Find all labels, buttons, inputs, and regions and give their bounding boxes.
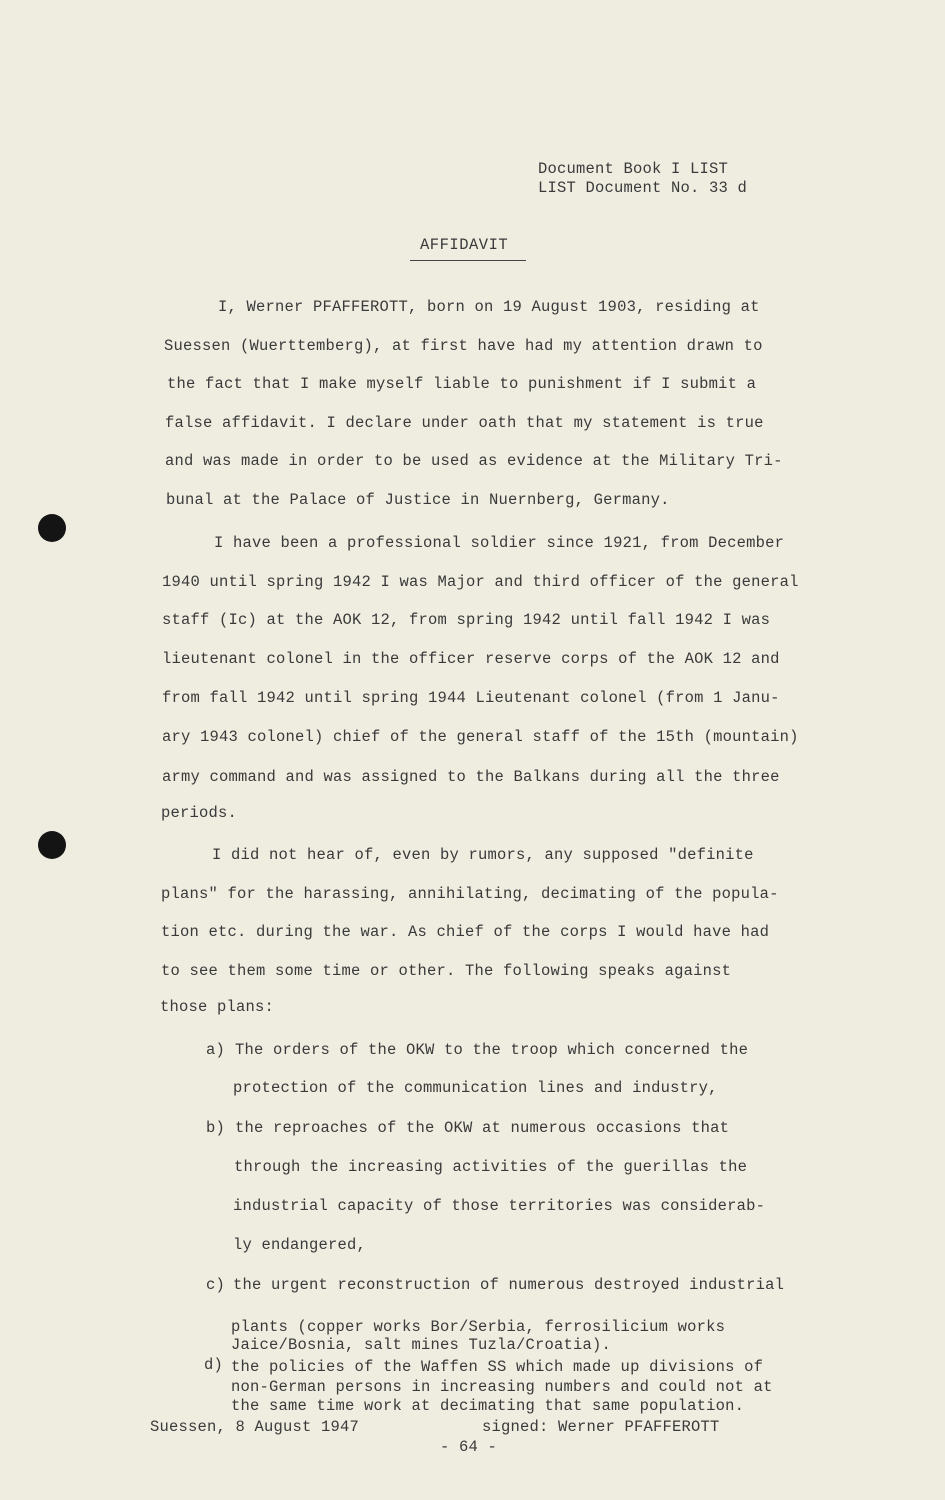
document-title: AFFIDAVIT [420,236,509,254]
list-c-line-3: Jaice/Bosnia, salt mines Tuzla/Croatia). [231,1336,612,1354]
list-d-line-2: non-German persons in increasing numbers and could not at [231,1378,773,1396]
list-b-line-1: the reproaches of the OKW at numerous occasions that [235,1119,730,1137]
list-d-line-3: the same time work at decimating that same population. [231,1397,745,1415]
paragraph-1-line-2: Suessen (Wuerttemberg), at first have had my attention drawn to [164,337,763,355]
paragraph-1-line-6: bunal at the Palace of Justice in Nuernberg, Germany. [166,491,670,509]
list-b-line-4: ly endangered, [233,1236,367,1254]
paragraph-2-line-8: periods. [161,804,238,822]
list-d-line-1: the policies of the Waffen SS which made up divisions of [231,1358,764,1376]
paragraph-2-line-7: army command and was assigned to the Balkans during all the three [162,768,780,786]
list-marker-c: c) [206,1276,226,1294]
list-marker-a: a) [206,1041,226,1059]
paragraph-1-line-1: I, Werner PFAFFEROTT, born on 19 August 1903, residing at [218,298,760,316]
paragraph-2-line-3: staff (Ic) at the AOK 12, from spring 1942 until fall 1942 I was [162,611,771,629]
title-underline [410,260,526,261]
paragraph-1-line-3: the fact that I make myself liable to punishment if I submit a [167,375,757,393]
list-b-line-2: through the increasing activities of the guerillas the [234,1158,748,1176]
paragraph-1-line-4: false affidavit. I declare under oath that my statement is true [165,414,764,432]
list-marker-d: d) [204,1356,224,1374]
paragraph-3-line-2: plans" for the harassing, annihilating, decimating of the popula- [161,885,779,903]
punch-hole-bottom [38,831,66,859]
header-line-2: LIST Document No. 33 d [538,179,748,197]
list-b-line-3: industrial capacity of those territories was considerab- [233,1197,766,1215]
list-a-line-1: The orders of the OKW to the troop which concerned the [235,1041,749,1059]
paragraph-1-line-5: and was made in order to be used as evidence at the Military Tri- [165,452,783,470]
paragraph-2-line-4: lieutenant colonel in the officer reserve corps of the AOK 12 and [162,650,780,668]
paragraph-3-line-4: to see them some time or other. The following speaks against [161,962,732,980]
paragraph-2-line-5: from fall 1942 until spring 1944 Lieutenant colonel (from 1 Janu- [162,689,780,707]
list-c-line-2: plants (copper works Bor/Serbia, ferrosilicium works [231,1318,726,1336]
paragraph-3-line-3: tion etc. during the war. As chief of the corps I would have had [161,923,770,941]
page-number: - 64 - [440,1438,498,1456]
header-line-1: Document Book I LIST [538,160,729,178]
paragraph-3-line-1: I did not hear of, even by rumors, any supposed "definite [212,846,754,864]
list-c-line-1: the urgent reconstruction of numerous destroyed industrial [233,1276,785,1294]
paragraph-2-line-2: 1940 until spring 1942 I was Major and third officer of the general [162,573,799,591]
paragraph-2-line-6: ary 1943 colonel) chief of the general staff of the 15th (mountain) [162,728,799,746]
paragraph-2-line-1: I have been a professional soldier since 1921, from December [214,534,785,552]
list-a-line-2: protection of the communication lines and industry, [233,1079,718,1097]
signature-line: signed: Werner PFAFFEROTT [482,1418,720,1436]
punch-hole-top [38,514,66,542]
place-date: Suessen, 8 August 1947 [150,1418,360,1436]
paragraph-3-line-5: those plans: [160,998,275,1016]
list-marker-b: b) [206,1119,226,1137]
